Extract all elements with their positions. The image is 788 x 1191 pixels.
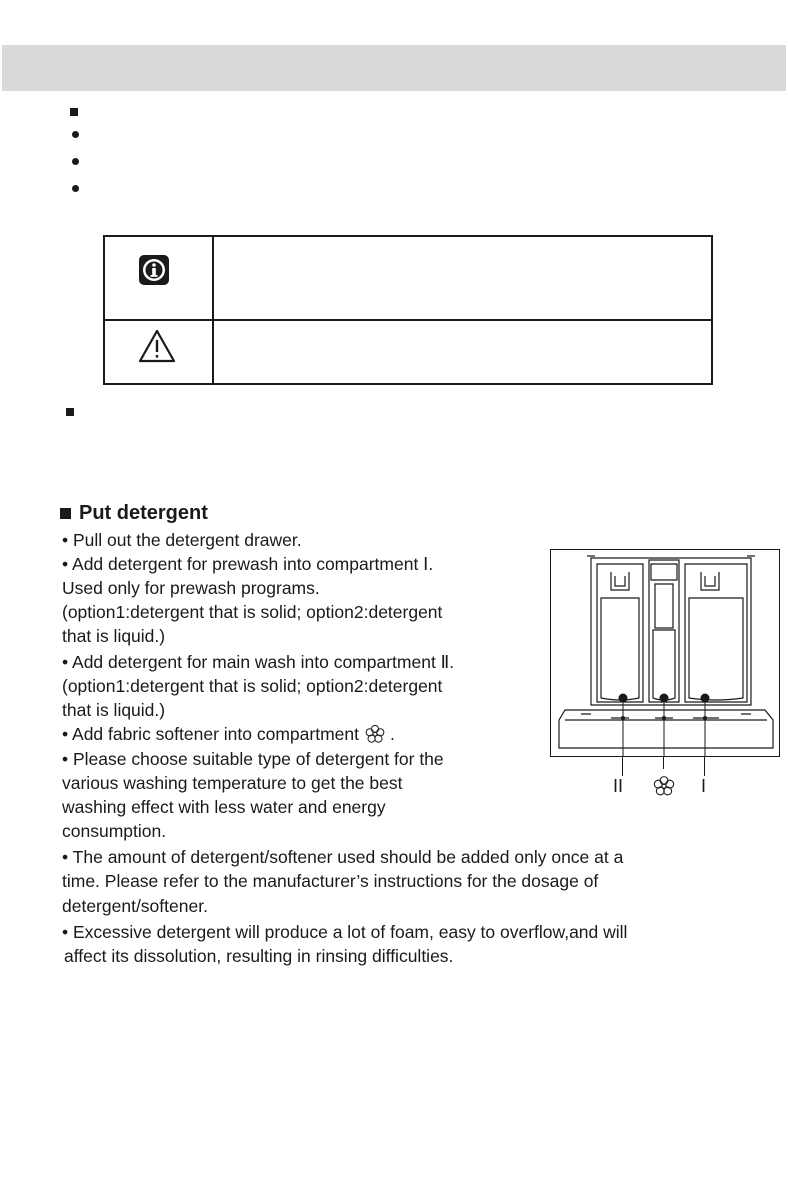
- text-line: that is liquid.): [62, 700, 166, 720]
- text-line: Used only for prewash programs.: [62, 578, 320, 598]
- info-icon: [138, 254, 170, 286]
- leader-line: [704, 756, 705, 776]
- round-bullet: [72, 158, 79, 165]
- text-line: (option1:detergent that is solid; option2:detergent: [62, 676, 443, 696]
- text-line: • Pull out the detergent drawer.: [62, 530, 302, 550]
- compartment-label-ii: II: [613, 776, 624, 796]
- square-bullet: [70, 108, 78, 116]
- leader-line: [663, 756, 664, 769]
- flower-icon: [364, 724, 386, 744]
- warning-icon: [138, 329, 176, 363]
- round-bullet: [72, 185, 79, 192]
- square-bullet: [60, 508, 71, 519]
- text-line: detergent/softener.: [62, 896, 208, 916]
- text-line: • Add detergent for prewash into compartment Ⅰ.: [62, 554, 434, 574]
- table-divider: [105, 319, 711, 321]
- text-line: affect its dissolution, resulting in rinsing difficulties.: [64, 946, 454, 966]
- drawer-illustration: [551, 550, 779, 756]
- notes-table: [103, 235, 713, 385]
- text-line: • Excessive detergent will produce a lot of foam, easy to overflow,and will: [62, 922, 628, 942]
- text-line: (option1:detergent that is solid; option2:detergent: [62, 602, 443, 622]
- text-line: [62, 722, 395, 746]
- text-line: various washing temperature to get the best: [62, 773, 403, 793]
- text-line: that is liquid.): [62, 626, 166, 646]
- leader-line: [622, 756, 623, 776]
- text-line: time. Please refer to the manufacturer’s instructions for the dosage of: [62, 871, 599, 891]
- softener-suffix: .: [389, 724, 395, 744]
- detergent-drawer-diagram: [550, 549, 780, 757]
- text-line: • The amount of detergent/softener used should be added only once at a: [62, 847, 624, 867]
- flower-icon: [652, 774, 676, 798]
- round-bullet: [72, 131, 79, 138]
- section-title: [60, 502, 208, 525]
- table-divider: [212, 237, 214, 383]
- section-title-text: Put detergent: [79, 502, 208, 524]
- text-line: washing effect with less water and energy: [62, 797, 386, 817]
- compartment-label-i: I: [701, 776, 707, 796]
- text-line: • Please choose suitable type of detergent for the: [62, 749, 444, 769]
- text-line: consumption.: [62, 821, 167, 841]
- header-bar: [2, 45, 786, 91]
- softener-text: • Add fabric softener into compartment: [62, 724, 359, 744]
- square-bullet: [66, 408, 74, 416]
- text-line: • Add detergent for main wash into compartment Ⅱ.: [62, 652, 455, 672]
